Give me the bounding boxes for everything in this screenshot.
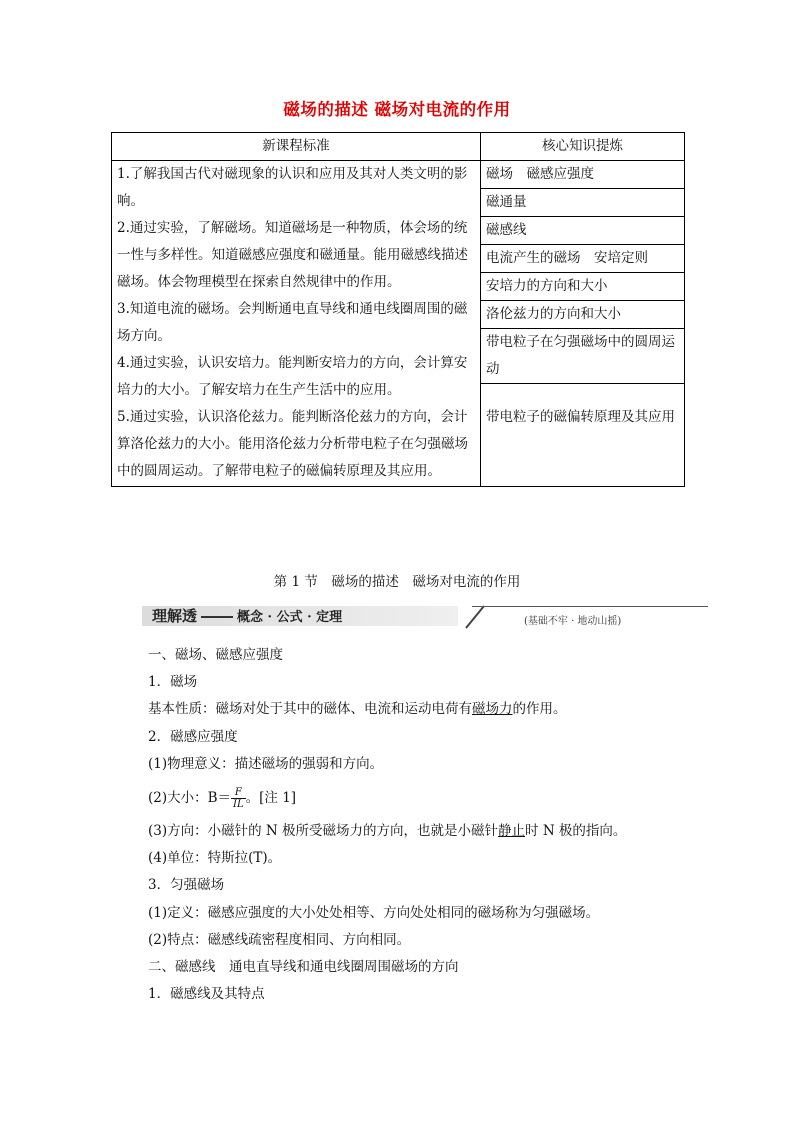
knowledge-item: 电流产生的磁场 安培定则 — [481, 245, 685, 273]
knowledge-item: 磁通量 — [481, 189, 685, 217]
table-header-standards: 新课程标准 — [112, 133, 481, 161]
paragraph: (3)方向：小磁针的 N 极所受磁场力的方向，也就是小磁针静止时 N 极的指向。 — [148, 822, 627, 839]
paragraph: (2)特点：磁感线疏密程度相同、方向相同。 — [148, 931, 411, 948]
banner-subtitle: 概念 · 公式 · 定理 — [237, 610, 343, 625]
knowledge-item: 带电粒子在匀强磁场中的圆周运动 — [481, 329, 685, 384]
knowledge-item: 安培力的方向和大小 — [481, 273, 685, 301]
standards-cell — [112, 161, 481, 487]
knowledge-item: 洛伦兹力的方向和大小 — [481, 301, 685, 329]
knowledge-item: 磁感线 — [481, 217, 685, 245]
heading-1: 一、磁场、磁感应强度 — [148, 647, 283, 663]
subheading: 1．磁场 — [148, 674, 198, 691]
standard-item: 5.通过实验，认识洛伦兹力。能判断洛伦兹力的方向，会计算洛伦兹力的大小。能用洛伦兹力分析带电粒子在匀强磁场中的圆周运动。了解带电粒子的磁偏转原理及其应用。 — [117, 409, 468, 479]
fraction: $\frac{F}{IL}$ — [233, 786, 244, 810]
knowledge-item: 磁场 磁感应强度 — [481, 161, 685, 189]
paragraph: 基本性质：磁场对处于其中的磁体、电流和运动电荷有磁场力的作用。 — [148, 701, 567, 718]
subheading: 1．磁感线及其特点 — [148, 986, 265, 1003]
section-banner — [142, 602, 708, 630]
table-header-knowledge: 核心知识提炼 — [481, 133, 685, 161]
content-body — [148, 642, 708, 1008]
document-title: 磁场的描述 磁场对电流的作用 — [283, 100, 511, 119]
standard-item: 1.了解我国古代对磁现象的认识和应用及其对人类文明的影响。 — [117, 166, 468, 209]
section-title: 第 1 节 磁场的描述 磁场对电流的作用 — [273, 574, 521, 590]
subheading: 2．磁感应强度 — [148, 728, 238, 745]
standard-item: 4.通过实验，认识安培力。能判断安培力的方向，会计算安培力的大小。了解安培力在生产生活中的应用。 — [117, 355, 468, 398]
banner-label: 理解透 — [152, 607, 198, 625]
standard-item: 2.通过实验，了解磁场。知道磁场是一种物质，体会场的统一性与多样性。知道磁感应强度和磁通量。能用磁感线描述磁场。体会物理模型在探索自然规律中的作用。 — [117, 220, 468, 290]
paragraph: (4)单位：特斯拉(T)。 — [148, 850, 282, 867]
standard-item: 3.知道电流的磁场。会判断通电直导线和通电线圈周围的磁场方向。 — [117, 301, 468, 344]
paragraph: (1)物理意义：描述磁场的强弱和方向。 — [148, 755, 384, 772]
formula-line: (2)大小：B＝ $\frac{F}{IL}$ 。[注 1] — [148, 786, 297, 810]
knowledge-item: 带电粒子的磁偏转原理及其应用 — [481, 384, 685, 487]
heading-2: 二、磁感线 通电直导线和通电线圈周围磁场的方向 — [148, 958, 459, 975]
subheading: 3．匀强磁场 — [148, 877, 225, 894]
paragraph: (1)定义：磁感应强度的大小处处相等、方向处处相同的磁场称为匀强磁场。 — [148, 904, 600, 921]
banner-note: (基础不牢 · 地动山摇) — [524, 616, 622, 627]
curriculum-table — [111, 132, 685, 487]
